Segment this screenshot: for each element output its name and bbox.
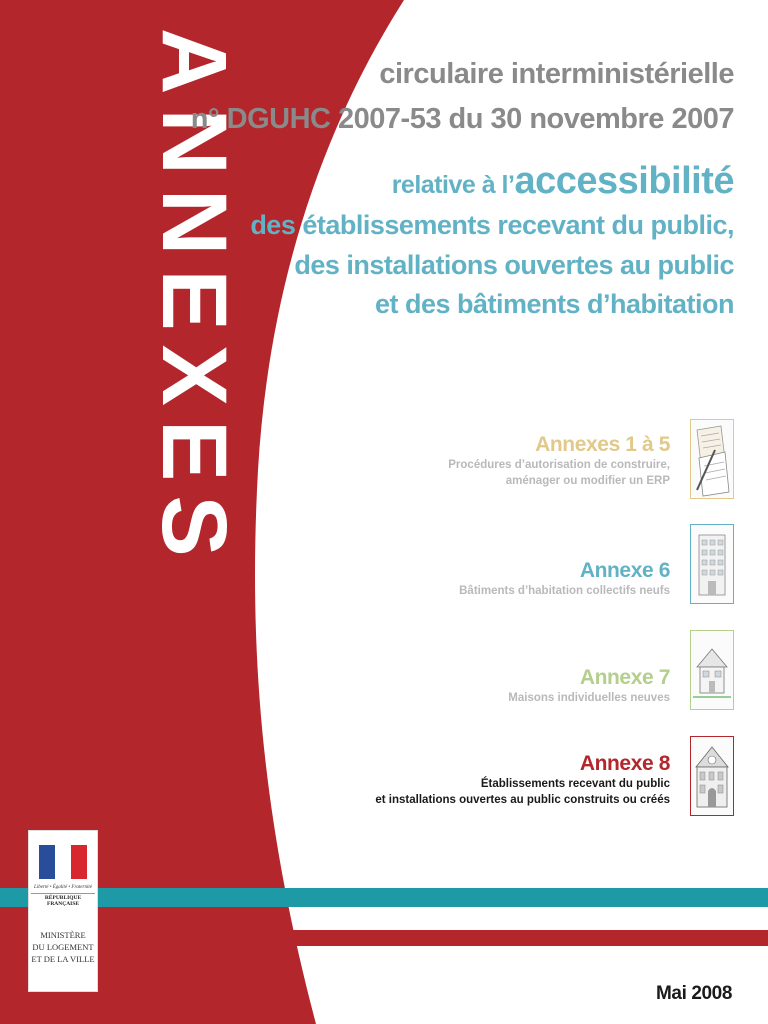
annex-title: Annexe 8: [579, 752, 670, 775]
annex-description: Procédures d’autorisation de construire,: [448, 459, 670, 471]
subject-small: relative à l’: [391, 171, 515, 199]
ministry-line: ET DE LA VILLE: [31, 954, 95, 964]
house-icon: [690, 630, 734, 710]
circular-title: circulaire interministérielle: [379, 58, 734, 90]
documents-pen-icon: [690, 419, 734, 499]
public-building-icon: [690, 736, 734, 816]
annex-title: Annexe 6: [579, 559, 670, 582]
circular-reference: n° DGUHC 2007-53 du 30 novembre 2007: [190, 103, 734, 135]
vertical-title-text: ANNEXES: [143, 28, 245, 571]
annex-title: Annexes 1 à 5: [535, 433, 670, 456]
ministry-line: MINISTÈRE: [40, 930, 86, 940]
teal-band: [0, 888, 768, 907]
republic-ministry-logo: [28, 830, 98, 992]
annex-entry-6: [459, 559, 670, 599]
subject-accessibility: accessibilité: [514, 160, 734, 202]
subject-line: [392, 160, 734, 203]
subject-line-iop: des installations ouvertes au public: [294, 250, 734, 280]
annex-title: Annexe 7: [579, 666, 670, 689]
red-band: [276, 930, 768, 946]
subject-line-housing: et des bâtiments d’habitation: [374, 289, 734, 319]
annex-description: Maisons individuelles neuves: [508, 692, 670, 704]
annex-entry-7: [508, 666, 670, 706]
annex-description: aménager ou modifier un ERP: [505, 475, 670, 487]
annex-description: Établissements recevant du public: [480, 778, 670, 790]
french-flag-icon: [39, 845, 87, 879]
ministry-line: DU LOGEMENT: [32, 942, 94, 952]
ministry-name: [29, 929, 97, 965]
annex-entry-8: [375, 752, 670, 808]
annex-description: et installations ouvertes au public construits ou créés: [375, 794, 670, 806]
annex-entry-1-5: [448, 433, 670, 489]
subject-line-erp: des établissements recevant du public,: [250, 210, 734, 240]
logo-motto: Liberté • Égalité • Fraternité: [34, 885, 92, 890]
apartment-building-icon: [690, 524, 734, 604]
annex-description: Bâtiments d’habitation collectifs neufs: [459, 585, 670, 597]
logo-republic: RÉPUBLIQUE FRANÇAISE: [31, 893, 95, 907]
publication-date: Mai 2008: [655, 983, 732, 1004]
